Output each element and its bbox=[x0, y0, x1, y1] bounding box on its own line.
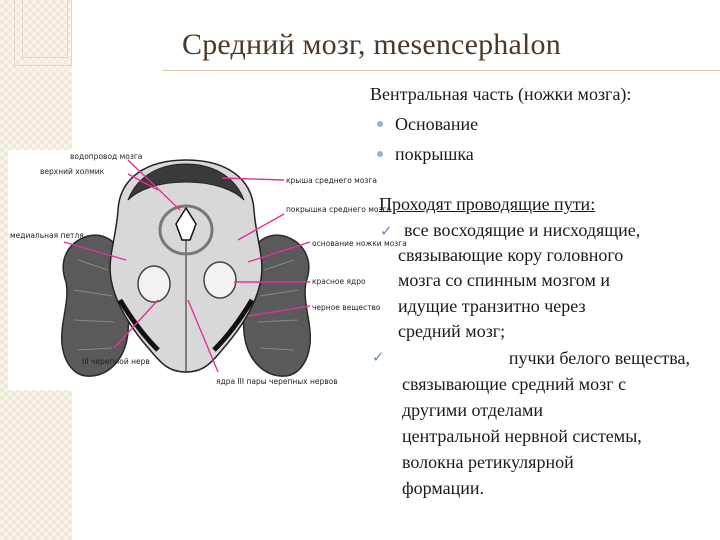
pathway-item-1-line: идущие транзитно через bbox=[398, 296, 586, 316]
pathway-item-2-line: волокна ретикулярной bbox=[402, 452, 574, 472]
midbrain-cross-section-figure bbox=[8, 150, 407, 390]
label-cn3-nuclei: ядра III пары черепных нервов bbox=[216, 377, 338, 386]
label-red-nucleus: красное ядро bbox=[312, 277, 366, 286]
bullet-dot-icon bbox=[377, 121, 383, 127]
label-aqueduct: водопровод мозга bbox=[70, 152, 143, 161]
slide-title: Средний мозг, mesencephalon bbox=[182, 28, 561, 61]
midbrain-diagram bbox=[8, 150, 407, 390]
ventral-item-label: покрышка bbox=[395, 144, 474, 164]
label-cn3-nerve: III черепной нерв bbox=[82, 357, 150, 366]
pathway-item-1-line: мозга со спинным мозгом и bbox=[398, 270, 610, 290]
ventral-item-label: Основание bbox=[395, 114, 479, 134]
pathway-item-1-line: средний мозг; bbox=[398, 321, 506, 341]
title-divider bbox=[162, 70, 720, 71]
label-substantia-nigra: черное вещество bbox=[312, 303, 381, 312]
bullet-dot-icon bbox=[377, 151, 383, 157]
pathway-item-2-line: формации. bbox=[402, 478, 485, 498]
label-upper-colliculus: верхний холмик bbox=[40, 167, 105, 176]
label-tegmentum: покрышка среднего мозга bbox=[286, 205, 391, 214]
pathway-item-1-line: связывающие кору головного bbox=[398, 245, 624, 265]
pathway-item-2-line: пучки белого вещества, bbox=[508, 348, 690, 368]
red-nucleus-left bbox=[138, 266, 170, 302]
ventral-item bbox=[377, 114, 478, 135]
pathway-item-2-line: центральной нервной системы, bbox=[402, 426, 642, 446]
pathways-heading: Проходят проводящие пути: bbox=[379, 194, 596, 214]
ventral-heading: Вентральная часть (ножки мозга): bbox=[370, 84, 632, 104]
ventral-item bbox=[377, 144, 474, 165]
checkmark-icon: ✓ bbox=[372, 350, 385, 366]
red-nucleus-right bbox=[204, 262, 236, 298]
pathway-item-2-line: другими отделами bbox=[402, 400, 543, 420]
label-base: основание ножки мозга bbox=[312, 239, 407, 248]
label-tectum: крыша среднего мозга bbox=[286, 176, 377, 185]
decorative-frame-inner bbox=[22, 0, 68, 58]
label-medial-lemniscus: медиальная петля bbox=[10, 231, 84, 240]
pathway-item-1-line: все восходящие и нисходящие, bbox=[404, 220, 641, 240]
checkmark-icon: ✓ bbox=[380, 224, 393, 240]
pathway-item-2-line: связывающие средний мозг с bbox=[402, 374, 627, 394]
